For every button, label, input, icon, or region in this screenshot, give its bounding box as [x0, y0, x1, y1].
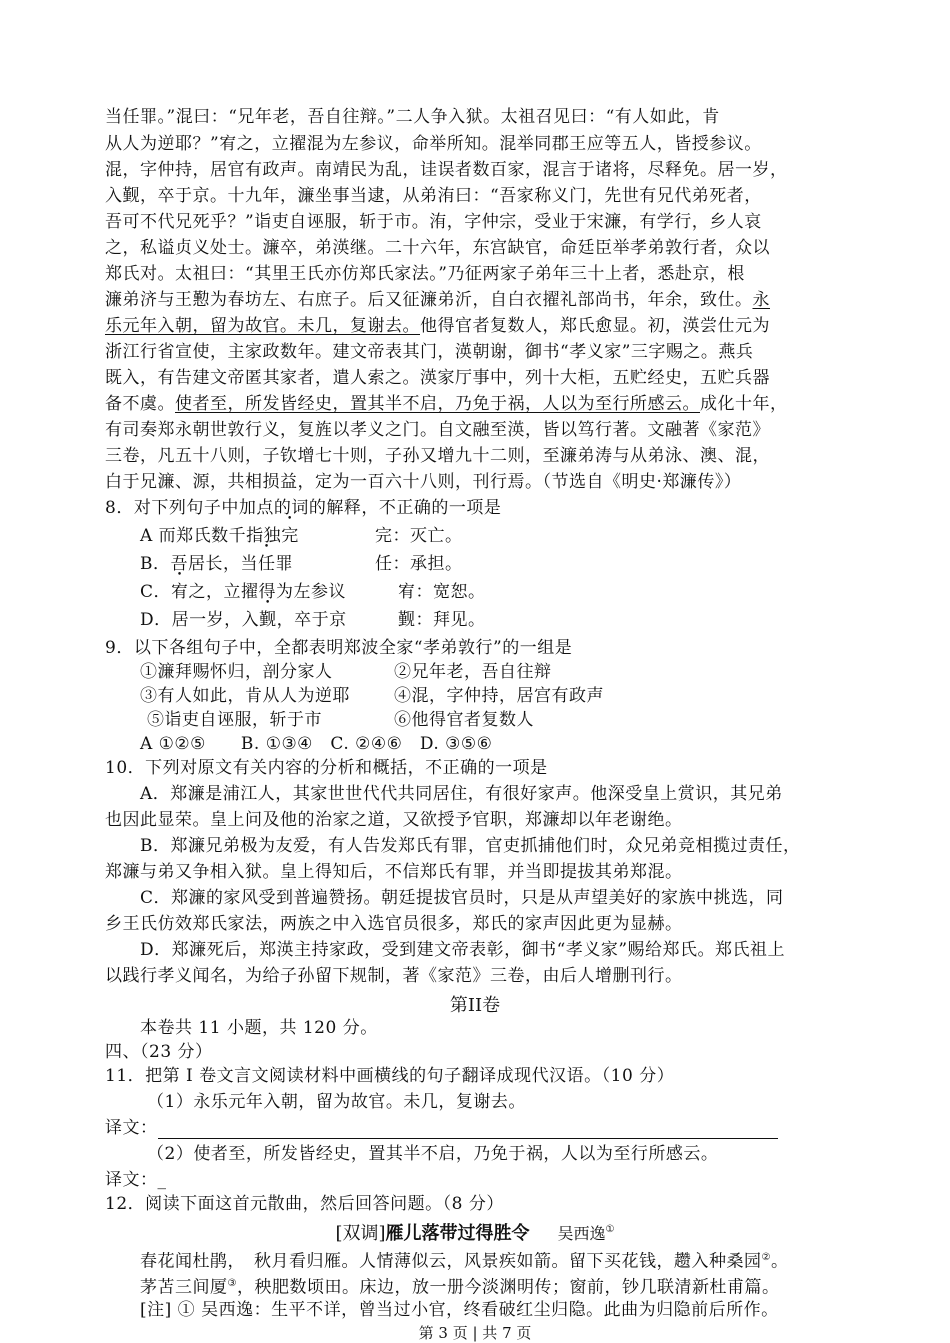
- question-10-line: A．郑濂是浦江人，其家世世代代共同居住，有很好家声。他深受皇上赏识，其兄弟: [140, 784, 783, 804]
- poem-title: 雁儿落带过得胜令: [385, 1223, 530, 1244]
- passage-line: 从人为逆耶？”宥之，立擢混为左参议，命举所知。混举同郡王应等五人，皆授参议。: [105, 134, 762, 154]
- question-10-line: C．郑濂的家风受到普遍赞扬。朝廷提拔官员时，只是从声望美好的家族中挑选，同: [140, 888, 784, 908]
- question-10-line: D．郑濂死后，郑渶主持家政，受到建文帝表彰，御书“孝义家”赐给郑氏。郑氏祖上: [140, 940, 786, 960]
- answer-blank[interactable]: [158, 1122, 778, 1139]
- passage-line: [105, 315, 770, 337]
- passage-line: [105, 393, 788, 415]
- question-8-stem: 8．对下列句子中加点的词的解释，不正确的一项是: [105, 498, 502, 518]
- question-8-option: D．居一岁，入觐，卒于京 觐：拜见。: [140, 610, 486, 630]
- passage-line: 三卷，凡五十八则，子钦增七十则，子孙又增九十二则，至濂弟涛与从弟泳、澳、混，: [105, 446, 770, 466]
- answer-line[interactable]: 译文：_: [105, 1170, 167, 1190]
- question-9-stem: 9．以下各组句子中，全都表明郑波全家“孝弟敦行”的一组是: [105, 638, 573, 658]
- question-8-option: C．宥之，立擢得为左参议 宥：宽恕。: [140, 582, 486, 602]
- question-9-row: ⑤诣吏自诬服，斩于市 ⑥他得官者复数人: [147, 710, 534, 730]
- question-10-line: 也因此显荣。皇上问及他的治家之道，又欲授予官职，郑濂却以年老谢绝。: [105, 810, 683, 830]
- question-10-line: 以践行孝义闻名，为给子孙留下规制，著《家范》三卷，由后人增删刊行。: [105, 966, 683, 986]
- passage-line: 郑氏对。太祖曰：“其里王氏亦仿郑氏家法。”乃征两家子弟年三十上者，悉赴京，根: [105, 264, 745, 284]
- part-heading: 四、（23 分）: [105, 1042, 213, 1062]
- answer-label: 译文：: [105, 1118, 158, 1138]
- question-12-stem: 12．阅读下面这首元散曲，然后回答问题。（8 分）: [105, 1194, 504, 1214]
- option-explanation: 宥：宽恕。: [398, 582, 486, 602]
- poem-author: 吴西逸: [557, 1224, 606, 1243]
- passage-text: 备不虞。: [105, 394, 175, 414]
- question-10-line: 乡王氏仿效郑氏家法，两族之中入选官员很多，郑氏的家声因此更为显赫。: [105, 914, 683, 934]
- dotted-word: 宥: [171, 582, 189, 602]
- question-10-stem: 10．下列对原文有关内容的分析和概括，不正确的一项是: [105, 758, 548, 778]
- passage-line: 吾可不代兄死乎？”诣吏自诬服，斩于市。洧，字仲宗，受业于宋濂，有学行，乡人哀: [105, 212, 762, 232]
- passage-line: 之，私谥贞义处士。濂卒，弟渶继。二十六年，东宫缺官，命廷臣举孝弟敦行者，众以: [105, 238, 770, 258]
- question-9-row: ③有人如此，肯从人为逆耶 ④混，字仲持，居宫有政声: [140, 686, 604, 706]
- answer-line[interactable]: [105, 1117, 778, 1139]
- option-explanation: 任：承担。: [375, 554, 463, 574]
- poem-tag: [双调]: [335, 1223, 386, 1244]
- poem-line: 茅苫三间厦③，秧肥数顷田。床边，放一册今淡渊明传；窗前，钞几联清新杜甫篇。: [140, 1277, 780, 1298]
- option-explanation: 完：灭亡。: [375, 526, 463, 546]
- question-10-line: B．郑濂兄弟极为友爱，有人告发郑氏有罪，官吏抓捕他们时，众兄弟竞相揽过责任，: [140, 836, 801, 856]
- passage-line: 有司奏郑永朝世敦行义，复旌以孝义之门。自文融至渶，皆以笃行著。文融著《家范》: [105, 420, 770, 440]
- dotted-word: 觐: [259, 610, 277, 630]
- passage-line: 入觐，卒于京。十九年，濂坐事当逮，从弟洧曰：“吾家称义门，先世有兄代弟死者，: [105, 186, 762, 206]
- passage-line: 当任罪。”混曰：“兄年老，吾自往辩。”二人争入狱。太祖召见曰：“有人如此，肯: [105, 107, 720, 127]
- question-11-stem: 11．把第 I 卷文言文阅读材料中画横线的句子翻译成现代汉语。（10 分）: [105, 1066, 675, 1086]
- option-explanation: 觐：拜见。: [398, 610, 486, 630]
- question-11-sentence-2: （2）使者至，所发皆经史，置其半不启，乃免于祸，人以为至行所感云。: [147, 1144, 719, 1164]
- question-10-line: 郑濂与弟又争相入狱。皇上得知后，不信郑氏有罪，并当即提拔其弟郑混。: [105, 862, 683, 882]
- question-9-answers: A ①②⑤ B. ①③④ C. ②④⑥ D. ③⑤⑥: [140, 734, 493, 754]
- dotted-word: 完: [281, 526, 299, 546]
- poem-title-line: [0, 1219, 950, 1245]
- footnote-mark: ③: [227, 1278, 237, 1289]
- footnote-mark: ①: [605, 1224, 615, 1235]
- underlined-sentence-2: 使者至，所发皆经史，置其半不启，乃免于祸，人以为至行所感云。: [175, 394, 700, 414]
- section-title: 第II卷: [449, 995, 501, 1016]
- question-11-sentence-1: （1）永乐元年入朝，留为故官。未几，复谢去。: [147, 1092, 526, 1112]
- question-8-option: A 而郑氏数千指独完 完：灭亡。: [140, 526, 463, 546]
- passage-line: 浙江行省宣使，主家政数年。建文帝表其门，渶朝谢，御书“孝义家”三字赐之。燕兵: [105, 342, 754, 362]
- question-9-row: ①濂拜赐怀归，剖分家人 ②兄年老，吾自往辩: [140, 662, 552, 682]
- poem-line: 春花闻杜鹃， 秋月看归雁。人情薄似云，风景疾如箭。留下买花钱，趱入种桑园②。: [140, 1251, 789, 1272]
- footnote-mark: ②: [761, 1252, 771, 1263]
- passage-line: 既入，有告建文帝匿其家者，遣人索之。渶家厅事中，列十大柜，五贮经史，五贮兵器: [105, 368, 770, 388]
- passage-line: [105, 289, 770, 311]
- page-footer: 第 3 页 | 共 7 页: [418, 1324, 532, 1342]
- dotted-word: 任: [258, 554, 276, 574]
- poem-note: [注] ① 吴西逸：生平不详，曾当过小官，终看破红尘归隐。此曲为归隐前后所作。: [140, 1300, 779, 1320]
- underlined-sentence-1: 乐元年入朝，留为故官。未几，复谢去。: [105, 316, 420, 336]
- passage-line: 白于兄濂、源，共相损益，定为一百六十八则，刊行焉。（节选自《明史·郑濂传》）: [105, 472, 742, 492]
- passage-text: 成化十年，: [700, 394, 788, 414]
- passage-line: 混，字仲持，居官有政声。南靖民为乱，诖误者数百家，混言于诸将，尽释免。居一岁，: [105, 160, 788, 180]
- section-intro: 本卷共 11 小题，共 120 分。: [140, 1018, 378, 1038]
- question-8-option: B．吾居长，当任罪 任：承担。: [140, 554, 463, 574]
- underlined-sentence-1-start: 永: [752, 290, 770, 310]
- passage-text: 濂弟济与王懃为春坊左、右庶子。后又征濂弟沂，自白衣擢礼部尚书，年余，致仕。: [105, 290, 753, 310]
- passage-text: 他得官者复数人，郑氏愈显。初，渶尝仕元为: [420, 316, 770, 336]
